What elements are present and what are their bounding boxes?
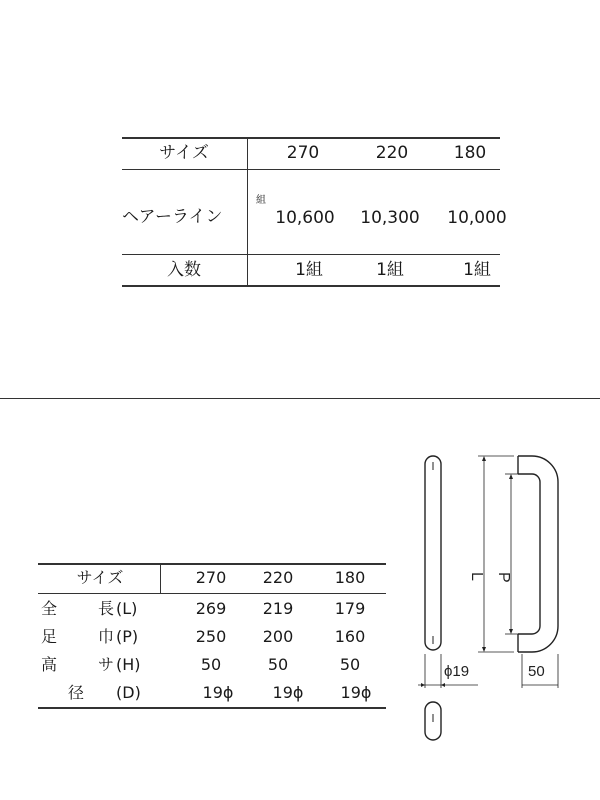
label-l: L xyxy=(468,572,485,581)
label-diameter: ϕ19 xyxy=(444,663,470,680)
dimension-table-size-label: サイズ xyxy=(76,568,124,587)
price-270: 10,600 xyxy=(275,208,335,228)
dim-value: 179 xyxy=(334,599,366,618)
label-p: P xyxy=(495,572,512,583)
quantity-220: 1組 xyxy=(376,260,404,280)
handle-front-view xyxy=(478,456,558,688)
dim-value: 19ϕ xyxy=(202,683,234,702)
price-220: 10,300 xyxy=(360,208,420,228)
quantity-270: 1組 xyxy=(295,260,323,280)
price-table-header-rule xyxy=(122,169,500,170)
dim-row-name: 径 xyxy=(68,683,85,702)
dim-value: 50 xyxy=(200,655,222,674)
handle-end-view xyxy=(425,702,441,740)
dim-row-code: (P) xyxy=(116,627,139,646)
dimension-table-column-rule xyxy=(160,563,161,594)
dim-value: 269 xyxy=(195,599,227,618)
dimension-table-bottom-rule xyxy=(38,707,386,709)
finish-label: ヘアーライン xyxy=(122,207,223,227)
dim-value: 19ϕ xyxy=(340,683,372,702)
dim-row-code: (D) xyxy=(116,683,141,702)
dim-row-name: 長 xyxy=(98,599,115,618)
section-divider xyxy=(0,398,600,399)
quantity-label: 入数 xyxy=(167,260,201,280)
dimension-table-header-rule xyxy=(38,593,386,594)
label-height: 50 xyxy=(528,663,545,680)
price-table-bottom-rule xyxy=(122,285,500,287)
dim-value: 50 xyxy=(267,655,289,674)
dimension-table-size-180: 180 xyxy=(334,568,366,587)
quantity-180: 1組 xyxy=(463,260,491,280)
price-unit: 組 xyxy=(256,195,266,206)
price-table-column-rule xyxy=(247,137,248,286)
dim-row-char: 足 xyxy=(41,627,58,646)
dim-value: 19ϕ xyxy=(272,683,304,702)
price-table-top-rule xyxy=(122,137,500,139)
handle-technical-drawing xyxy=(400,440,590,750)
dim-row-name: サ xyxy=(98,655,115,674)
dim-row-char: 全 xyxy=(41,599,58,618)
dim-row-code: (L) xyxy=(116,599,138,618)
price-table-size-label: サイズ xyxy=(159,143,209,163)
price-table-row-rule xyxy=(122,254,500,255)
price-180: 10,000 xyxy=(447,208,507,228)
dimension-table-top-rule xyxy=(38,563,386,565)
dim-value: 200 xyxy=(262,627,294,646)
dim-value: 219 xyxy=(262,599,294,618)
dim-value: 50 xyxy=(339,655,361,674)
price-table xyxy=(122,137,507,287)
price-table-size-270: 270 xyxy=(286,143,320,163)
price-table-size-180: 180 xyxy=(453,143,487,163)
dim-row-char: 高 xyxy=(41,655,58,674)
dim-value: 160 xyxy=(334,627,366,646)
dimension-table-size-270: 270 xyxy=(195,568,227,587)
dim-value: 250 xyxy=(195,627,227,646)
price-table-size-220: 220 xyxy=(375,143,409,163)
dimension-table xyxy=(38,563,386,713)
dim-row-code: (H) xyxy=(116,655,141,674)
dimension-table-size-220: 220 xyxy=(262,568,294,587)
dim-row-name: 巾 xyxy=(98,627,115,646)
